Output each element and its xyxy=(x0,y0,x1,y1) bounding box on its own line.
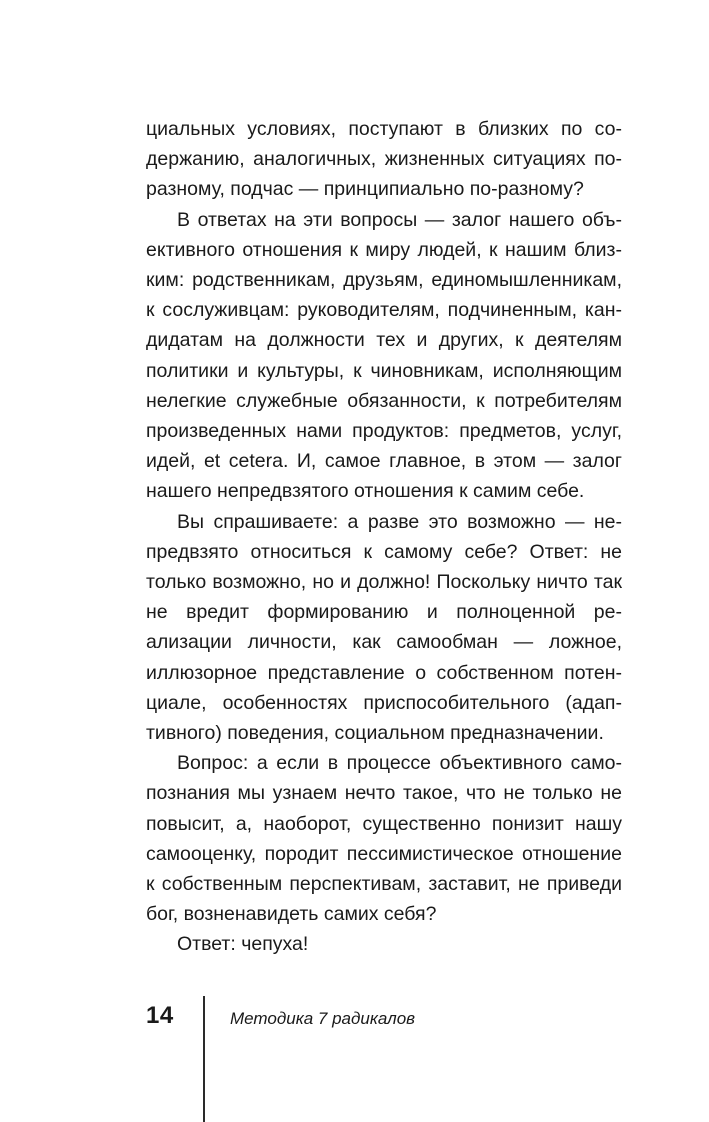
paragraph-5: Ответ: чепуха! xyxy=(177,933,309,956)
page-number: 14 xyxy=(146,1002,174,1029)
paragraph-2: В ответах на эти вопросы — залог нашего объективного отношения к миру людей, к нашим близким: родственникам, друзьям, единомышленникам, к сослуживцам: руководителям, подчиненным, кандидатам на должности тех и других, к деятелям политики и культуры, к чиновникам, исполняющим нелегкие служебные обязанности, к потребителям произведенных нами продуктов: предметов, услуг, идей, et cetera. И, самое главное, в этом — залог нашего непредвзятого отношения к самим себе. xyxy=(146,208,622,503)
running-footer-title: Методика 7 радикалов xyxy=(230,1009,416,1028)
page-body-text xyxy=(146,114,622,960)
paragraph-3: Вы спрашиваете: а разве это возможно — непредвзято относиться к самому себе? Ответ: не только возможно, но и должно! Поскольку ничто так не вредит формированию и полноценной реализации личности, как самообман — ложное, иллюзорное представление о собственном потенциале, особенностях приспособительного (адаптивного) поведения, социальном предназначении. xyxy=(146,510,622,745)
paragraph-4: Вопрос: а если в процессе объективного самопознания мы узнаем нечто такое, что не только не повысит, а, наоборот, существенно понизит нашу самооценку, породит пессимистическое отношение к собственным перспективам, заставит, не приведи бог, возненавидеть самих себя? xyxy=(146,752,622,926)
paragraph-1: циальных условиях, поступают в близких по содержанию, аналогичных, жизненных ситуациях по-разному, подчас — принципиально по-разному? xyxy=(146,118,622,201)
footer-divider xyxy=(203,996,205,1122)
